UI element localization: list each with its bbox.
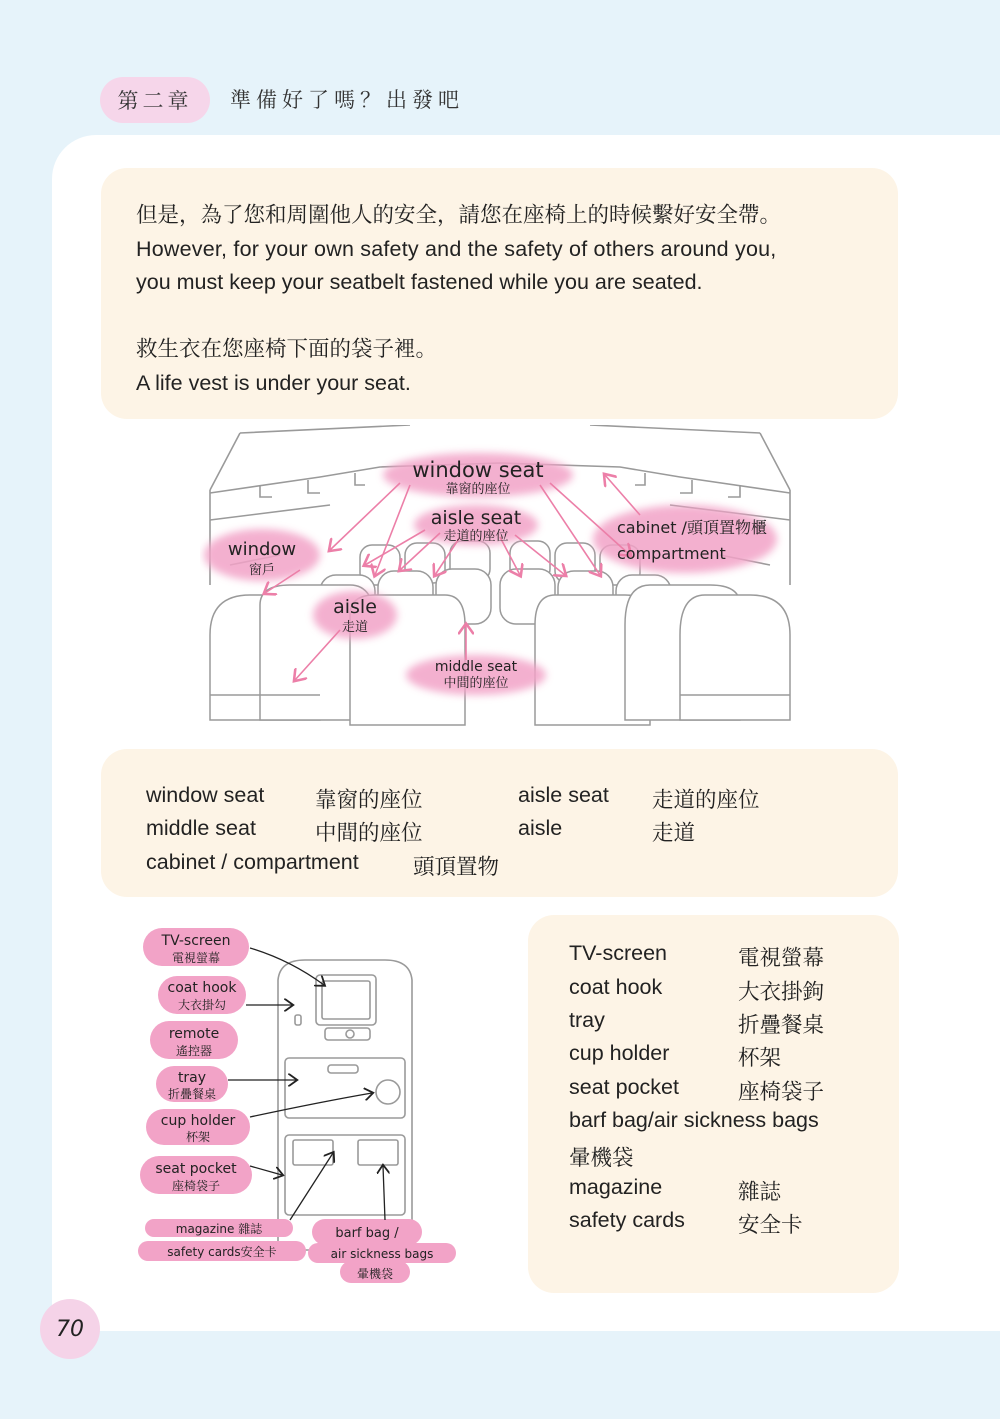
page-header xyxy=(0,0,1000,135)
label-window-seat-zh: 靠窗的座位 xyxy=(445,482,511,497)
seatback-illustration xyxy=(130,920,470,1290)
vocab-box-seatback xyxy=(528,915,899,1293)
vocab-zh: 杯架 xyxy=(738,1046,782,1070)
label-safety-cards: safety cards安全卡 xyxy=(167,1245,277,1259)
seatbelt-block xyxy=(136,199,781,300)
label-window-seat-en: window seat xyxy=(412,458,544,482)
label-pocket-en: seat pocket xyxy=(155,1161,237,1177)
vocab-en: seat pocket xyxy=(569,1075,679,1099)
vocab-en: magazine xyxy=(569,1175,663,1199)
label-cabinet-en: cabinet /頭頂置物櫃 xyxy=(617,518,767,537)
vocab-zh: 大衣掛鉤 xyxy=(738,980,825,1004)
vocab-en: safety cards xyxy=(569,1208,685,1232)
label-aisle-zh: 走道 xyxy=(341,620,369,635)
chapter-badge: 第二章 xyxy=(100,77,210,123)
label-aisle-seat-zh: 走道的座位 xyxy=(443,529,509,544)
vocab-en: cup holder xyxy=(569,1041,670,1065)
vocab-box-cabin xyxy=(101,749,898,897)
label-barf-zh: 暈機袋 xyxy=(356,1267,394,1281)
label-tray-en: tray xyxy=(177,1070,207,1086)
cabin-illustration xyxy=(200,425,800,730)
vocab-en: barf bag/air sickness bags xyxy=(569,1108,819,1132)
label-remote-zh: 遙控器 xyxy=(175,1044,213,1058)
label-air-sickness: air sickness bags xyxy=(330,1247,434,1261)
label-hook-en: coat hook xyxy=(167,980,237,996)
label-tv-zh: 電視螢幕 xyxy=(171,951,221,965)
vocab-zh: 中間的座位 xyxy=(315,821,423,845)
vocab-zh: 安全卡 xyxy=(738,1213,803,1237)
label-cup-zh: 杯架 xyxy=(185,1130,211,1144)
life-vest-block xyxy=(136,333,437,400)
vocab-zh: 走道 xyxy=(652,821,696,845)
vocab-en: middle seat xyxy=(146,816,256,840)
vocab-en: window seat xyxy=(146,783,265,807)
vocab-en: TV-screen xyxy=(569,941,667,965)
vocab-zh: 頭頂置物 xyxy=(413,855,500,879)
life-vest-en: A life vest is under your seat. xyxy=(136,370,411,395)
vocab-zh: 電視螢幕 xyxy=(738,946,825,970)
label-window-en: window xyxy=(227,539,297,560)
vocab-zh: 座椅袋子 xyxy=(738,1080,825,1104)
seatbelt-en-1: However, for your own safety and the safety of others around you, xyxy=(136,236,777,261)
vocab-en: aisle xyxy=(518,816,563,840)
vocab-zh: 走道的座位 xyxy=(652,788,760,812)
vocab-en: cabinet / compartment xyxy=(146,850,359,874)
vocab-en: coat hook xyxy=(569,975,663,999)
label-middle-seat-zh: 中間的座位 xyxy=(443,676,509,691)
vocab-en: tray xyxy=(569,1008,605,1032)
life-vest-zh: 救生衣在您座椅下面的袋子裡。 xyxy=(136,337,438,361)
vocab-zh: 折疊餐桌 xyxy=(738,1013,825,1037)
vocab-zh: 雜誌 xyxy=(738,1180,782,1204)
label-cup-en: cup holder xyxy=(160,1113,236,1129)
label-aisle-seat-en: aisle seat xyxy=(430,507,522,529)
label-tray-zh: 折疊餐桌 xyxy=(167,1087,217,1101)
vocab-zh: 暈機袋 xyxy=(569,1146,634,1170)
label-compartment-en: compartment xyxy=(617,544,726,563)
label-aisle-en: aisle xyxy=(333,596,377,618)
label-hook-zh: 大衣掛勾 xyxy=(177,998,227,1012)
label-middle-seat-en: middle seat xyxy=(434,659,518,675)
label-barf-bag: barf bag / xyxy=(335,1226,399,1241)
seatbelt-zh: 但是，為了您和周圍他人的安全，請您在座椅上的時候繫好安全帶。 xyxy=(136,203,782,227)
seatbelt-en-2: you must keep your seatbelt fastened while you are seated. xyxy=(136,270,703,294)
page-number: 70 xyxy=(40,1299,100,1359)
label-remote-en: remote xyxy=(168,1026,220,1042)
chapter-title: 準備好了嗎？出發吧 xyxy=(230,88,464,112)
label-pocket-zh: 座椅袋子 xyxy=(171,1179,221,1193)
intro-box xyxy=(101,168,898,419)
vocab-zh: 靠窗的座位 xyxy=(315,788,423,812)
label-magazine: magazine 雜誌 xyxy=(175,1222,263,1236)
vocab-en: aisle seat xyxy=(518,783,609,807)
label-tv-en: TV-screen xyxy=(161,933,231,949)
label-window-zh: 窗戶 xyxy=(248,563,276,578)
